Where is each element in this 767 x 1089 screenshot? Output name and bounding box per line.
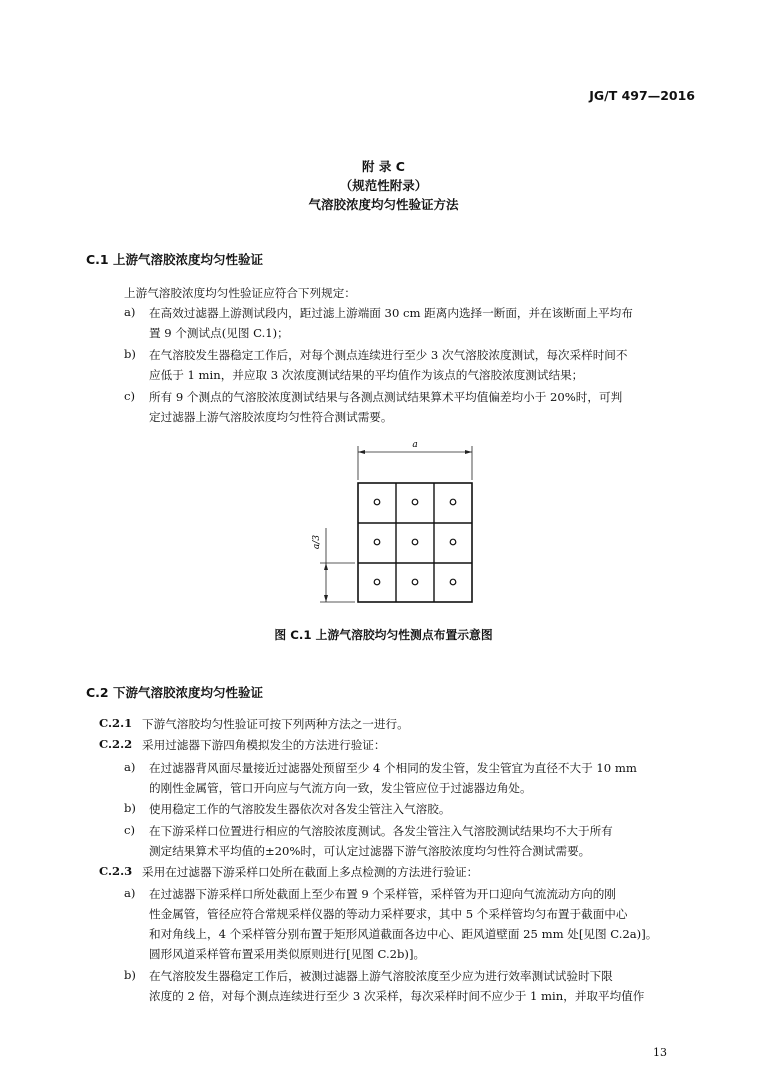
c23-item-a-label: a) [124, 886, 136, 900]
arrow-right-icon [465, 450, 472, 454]
annex-title: 附 录 C [362, 159, 405, 174]
figure-c1-caption: 图 C.1 上游气溶胶均匀性测点布置示意图 [274, 628, 493, 642]
arrow-down-icon [324, 595, 328, 602]
dim-side-label: a/3 [312, 534, 322, 550]
annex-subtitle: 气溶胶浓度均匀性验证方法 [308, 197, 459, 212]
c23-item-b-line1: 在气溶胶发生器稳定工作后，被测过滤器上游气溶胶浓度至少应为进行效率测试试验时下限 [149, 969, 613, 983]
c1-item-b-line2: 应低于 1 min，并应取 3 次浓度测试结果的平均值作为该点的气溶胶浓度测试结果； [149, 368, 584, 382]
c23-number: C.2.3 [99, 864, 133, 878]
arrow-up-icon [324, 563, 328, 570]
c22-item-a-line1: 在过滤器背风面尽量接近过滤器处预留至少 4 个相同的发尘管，发尘管宜为直径不大于 10 mm [149, 761, 637, 775]
measure-point-icon [374, 579, 380, 585]
measure-point-icon [374, 499, 380, 505]
measure-point-icon [412, 499, 418, 505]
c23-item-a-line3: 和对角线上，4 个采样管分别布置于矩形风道截面各边中心、距风道壁面 25 mm 处[见图 C.2a)]。 [149, 927, 658, 941]
c22-item-c-line1: 在下游采样口位置进行相应的气溶胶浓度测试。各发尘管注入气溶胶测试结果均不大于所有 [149, 824, 613, 838]
c22-item-b-label: b) [124, 801, 136, 815]
arrow-left-icon [358, 450, 365, 454]
c23-item-a-line1: 在过滤器下游采样口所处截面上至少布置 9 个采样管，采样管为开口迎向气流流动方向的刚 [149, 887, 616, 901]
c23-item-b-line2: 浓度的 2 倍，对每个测点连续进行至少 3 次采样，每次采样时间不应少于 1 min，并取平均值作 [149, 989, 645, 1003]
c22-text: 采用过滤器下游四角模拟发尘的方法进行验证： [142, 738, 386, 752]
section-c2-heading: C.2 下游气溶胶浓度均匀性验证 [86, 685, 263, 700]
c1-item-b-label: b) [124, 347, 136, 361]
c23-text: 采用在过滤器下游采样口处所在截面上多点检测的方法进行验证： [142, 865, 479, 879]
measure-point-icon [374, 539, 380, 545]
dim-top-label: a [412, 440, 418, 450]
measure-point-icon [412, 539, 418, 545]
c23-item-b-label: b) [124, 968, 136, 982]
c22-item-b-line1: 使用稳定工作的气溶胶发生器依次对各发尘管注入气溶胶。 [149, 802, 451, 816]
measure-point-icon [450, 499, 456, 505]
annex-type: （规范性附录） [339, 178, 428, 193]
c21-number: C.2.1 [99, 716, 133, 730]
standard-number: JG/T 497—2016 [589, 88, 695, 103]
c22-item-c-label: c) [124, 823, 136, 837]
c1-item-c-label: c) [124, 389, 136, 403]
c1-item-a-line2: 置 9 个测试点(见图 C.1)； [149, 326, 289, 340]
c22-number: C.2.2 [99, 737, 133, 751]
c1-item-c-line1: 所有 9 个测点的气溶胶浓度测试结果与各测点测试结果算术平均值偏差均小于 20%时，可判 [149, 390, 623, 404]
measure-point-icon [412, 579, 418, 585]
measure-point-icon [450, 539, 456, 545]
figure-c1-diagram [300, 430, 500, 610]
c1-item-b-line1: 在气溶胶发生器稳定工作后，对每个测点连续进行至少 3 次气溶胶浓度测试，每次采样时间不 [149, 348, 628, 362]
section-c1-heading: C.1 上游气溶胶浓度均匀性验证 [86, 252, 263, 267]
c21-text: 下游气溶胶均匀性验证可按下列两种方法之一进行。 [142, 717, 409, 731]
c22-item-a-label: a) [124, 760, 136, 774]
c1-item-a-line1: 在高效过滤器上游测试段内，距过滤上游端面 30 cm 距离内选择一断面，并在该断面上平均布 [149, 306, 633, 320]
c1-item-a-label: a) [124, 305, 136, 319]
c1-intro: 上游气溶胶浓度均匀性验证应符合下列规定： [124, 286, 356, 300]
c22-item-a-line2: 的刚性金属管，管口开向应与气流方向一致，发尘管应位于过滤器边角处。 [149, 781, 532, 795]
c22-item-c-line2: 测定结果算术平均值的±20%时，可认定过滤器下游气溶胶浓度均匀性符合测试需要。 [149, 844, 591, 858]
c23-item-a-line4: 圆形风道采样管布置采用类似原则进行[见图 C.2b)]。 [149, 947, 426, 961]
page-number: 13 [653, 1046, 667, 1059]
measure-point-icon [450, 579, 456, 585]
c23-item-a-line2: 性金属管，管径应符合常规采样仪器的等动力采样要求，其中 5 个采样管均匀布置于截面中心 [149, 907, 628, 921]
c1-item-c-line2: 定过滤器上游气溶胶浓度均匀性符合测试需要。 [149, 410, 393, 424]
